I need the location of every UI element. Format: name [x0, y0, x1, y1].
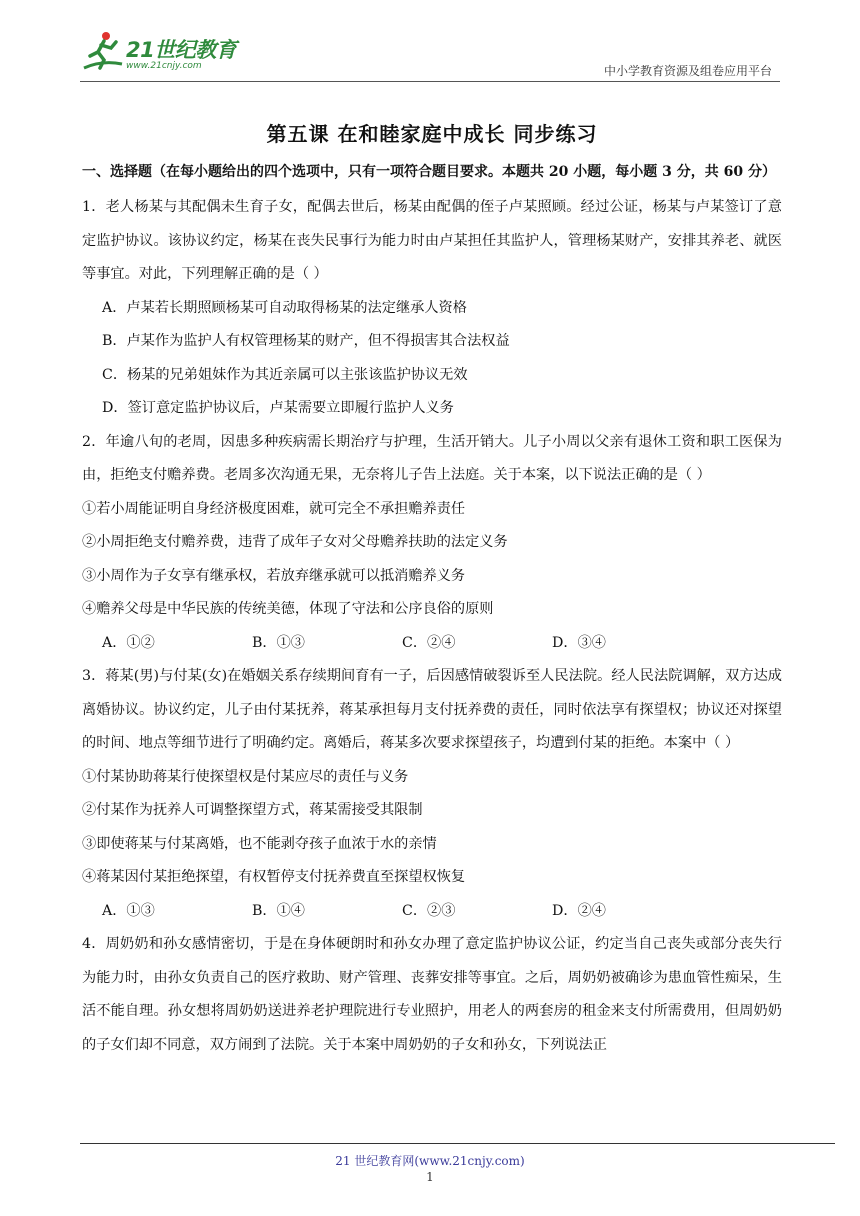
- document-body: [82, 118, 782, 1062]
- question-3-statement-3: ③即使蒋某与付某离婚，也不能剥夺孩子血浓于水的亲情: [82, 835, 437, 852]
- question-3-choices: [102, 895, 782, 929]
- question-2-choice-d: D．③④: [552, 634, 606, 651]
- question-3-statement-2: ②付某作为抚养人可调整探望方式，蒋某需接受其限制: [82, 802, 423, 818]
- question-4-stem: 4．周奶奶和孙女感情密切，于是在身体硬朗时和孙女办理了意定监护协议公证，约定当自己丧失或部分丧失行为能力时，由孙女负责自己的医疗救助、财产管理、丧葬安排等事宜。之后，周奶奶被确诊为患血管性痴呆，生活不能自理。孙女想将周奶奶送进养老护理院进行专业照护，用老人的两套房的租金来支付所需费用，但周奶奶的子女们却不同意，双方闹到了法院。关于本案中周奶奶的子女和孙女，下列说法正: [82, 936, 782, 1053]
- question-2-choices: [102, 627, 782, 661]
- question-3-choice-a: A．①③: [102, 902, 155, 919]
- question-3-statement-1: ①付某协助蒋某行使探望权是付某应尽的责任与义务: [82, 768, 409, 785]
- brand-logo: [80, 28, 250, 78]
- question-3-choice-d: D．②④: [552, 902, 606, 919]
- question-1-option-d: D．签订意定监护协议后，卢某需要立即履行监护人义务: [102, 400, 454, 416]
- question-2-statement-1: ①若小周能证明自身经济极度困难，就可完全不承担赡养责任: [82, 500, 466, 517]
- question-1-option-a: A．卢某若长期照顾杨某可自动取得杨某的法定继承人资格: [102, 299, 467, 316]
- question-1-stem: 1．老人杨某与其配偶未生育子女，配偶去世后，杨某由配偶的侄子卢某照顾。经过公证，杨某与卢某签订了意定监护协议。该协议约定，杨某在丧失民事行为能力时由卢某担任其监护人，管理杨某财产，安排其养老、就医等事宜。对此，下列理解正确的是（ ）: [82, 199, 782, 282]
- question-2-choice-b: B．①③: [252, 634, 305, 651]
- page-header: [80, 28, 780, 84]
- question-1-option-b: B．卢某作为监护人有权管理杨某的财产，但不得损害其合法权益: [102, 333, 510, 349]
- footer-divider: [80, 1143, 835, 1144]
- runner-logo-icon: [80, 30, 124, 72]
- question-3-choice-c: C．②③: [402, 902, 456, 919]
- question-2-statement-2: ②小周拒绝支付赡养费，违背了成年子女对父母赡养扶助的法定义务: [82, 534, 508, 550]
- question-3-choice-b: B．①④: [252, 902, 305, 919]
- question-2-statement-4: ④赡养父母是中华民族的传统美德，体现了守法和公序良俗的原则: [82, 601, 494, 617]
- page-title: 第五课 在和睦家庭中成长 同步练习: [266, 122, 598, 146]
- section-heading: 一、选择题（在每小题给出的四个选项中，只有一项符合题目要求。本题共 20 小题，每小题 3 分，共 60 分）: [82, 164, 776, 180]
- question-2-choice-a: A．①②: [102, 634, 155, 651]
- question-3-statement-4: ④蒋某因付某拒绝探望，有权暂停支付抚养费直至探望权恢复: [82, 869, 466, 885]
- question-1-option-c: C．杨某的兄弟姐妹作为其近亲属可以主张该监护协议无效: [102, 366, 468, 383]
- question-2-statement-3: ③小周作为子女享有继承权，若放弃继承就可以抵消赡养义务: [82, 567, 466, 584]
- footer-site: 21 世纪教育网(www.21cnjy.com): [335, 1154, 525, 1168]
- brand-name: 21世纪教育: [126, 38, 237, 62]
- question-2-choice-c: C．②④: [402, 634, 456, 651]
- page-number: 1: [426, 1170, 434, 1184]
- brand-url: www.21cnjy.com: [126, 61, 202, 71]
- header-divider: [80, 81, 780, 82]
- question-3-stem: 3．蒋某(男)与付某(女)在婚姻关系存续期间育有一子，后因感情破裂诉至人民法院。经人民法院调解，双方达成离婚协议。协议约定，儿子由付某抚养，蒋某承担每月支付抚养费的责任，同时依法享有探望权；协议还对探望的时间、地点等细节进行了明确约定。离婚后，蒋某多次要求探望孩子，均遭到付某的拒绝。本案中（ ）: [82, 668, 782, 751]
- question-2-stem: 2．年逾八旬的老周，因患多种疾病需长期治疗与护理，生活开销大。儿子小周以父亲有退休工资和职工医保为由，拒绝支付赡养费。老周多次沟通无果，无奈将儿子告上法庭。关于本案，以下说法正确的是（ ）: [82, 433, 782, 483]
- platform-label: 中小学教育资源及组卷应用平台: [603, 64, 772, 78]
